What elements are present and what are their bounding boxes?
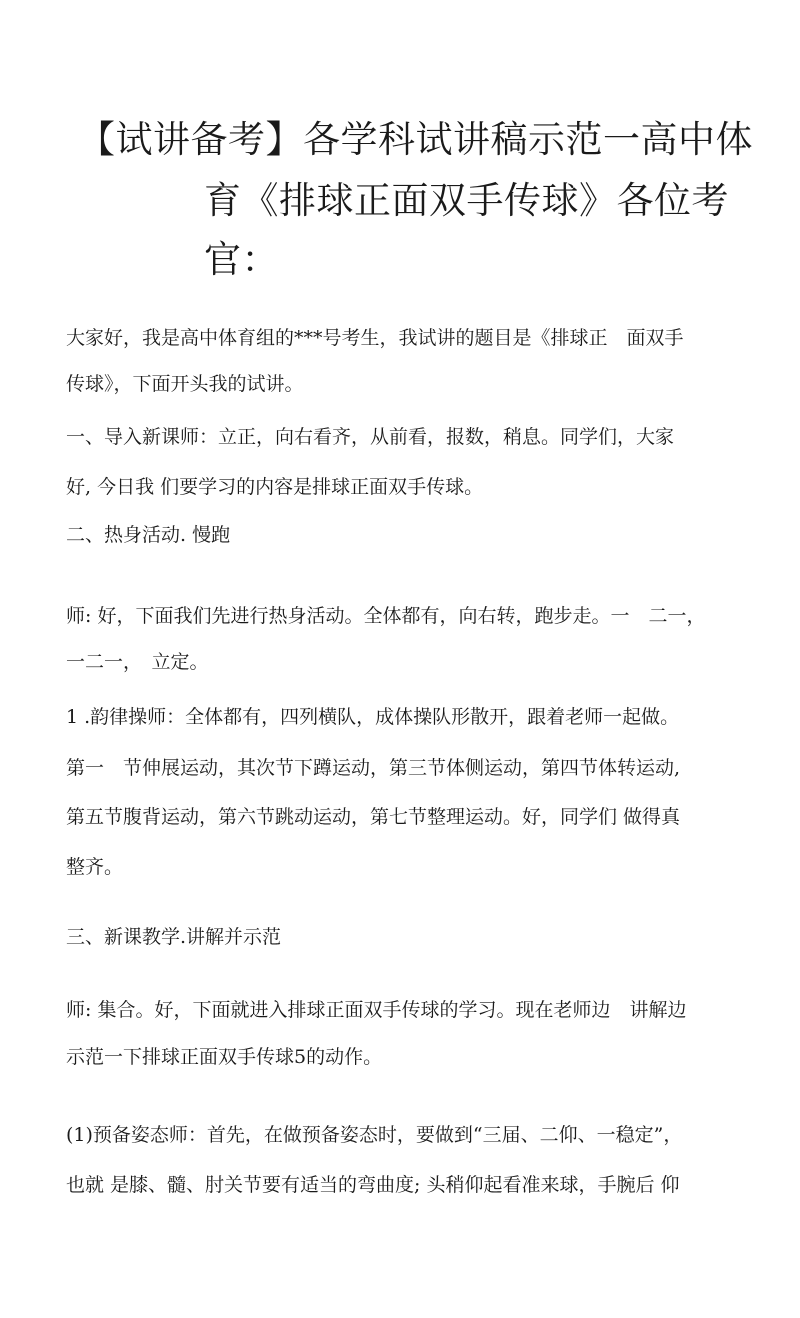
body-line-9: 第一 节伸展运动，其次节下蹲运动，第三节体侧运动，第四节体转运动, — [66, 757, 681, 779]
body-line-7: 一二一， 立定。 — [66, 651, 209, 673]
body-line-8: 1 .韵律操师：全体都有，四列横队，成体操队形散开，跟着老师一起做。 — [66, 706, 680, 728]
body-line-3: 一、导入新课师：立正，向右看齐，从前看，报数，稍息。同学们，大家 — [66, 426, 675, 448]
body-line-15: (1)预备姿态师：首先，在做预备姿态时，要做到“三届、二仰、一稳定”， — [66, 1124, 683, 1146]
section-heading-teaching: 三、新课教学.讲解并示范 — [66, 926, 282, 948]
section-heading-warmup: 二、热身活动. 慢跑 — [66, 524, 231, 546]
body-line-11: 整齐。 — [66, 856, 124, 878]
body-line-14: 示范一下排球正面双手传球5的动作。 — [66, 1046, 383, 1068]
body-line-4: 好, 今日我 们要学习的内容是排球正面双手传球。 — [66, 476, 484, 498]
title-line-3: 官： — [204, 238, 279, 281]
body-line-16: 也就 是膝、髓、肘关节要有适当的弯曲度; 头稍仰起看准来球，手腕后 仰 — [66, 1174, 680, 1196]
title-line-1: 【试讲备考】各学科试讲稿示范一高中体 — [78, 118, 753, 161]
title-line-2: 育《排球正面双手传球》各位考 — [204, 179, 729, 222]
body-line-10: 第五节腹背运动，第六节跳动运动，第七节整理运动。好，同学们 做得真 — [66, 806, 681, 828]
body-line-13: 师: 集合。好，下面就进入排球正面双手传球的学习。现在老师边 讲解边 — [66, 999, 687, 1021]
body-line-2: 传球》，下面开头我的试讲。 — [66, 373, 304, 395]
body-line-6: 师: 好，下面我们先进行热身活动。全体都有，向右转，跑步走。一 二一， — [66, 605, 706, 627]
body-line-1: 大家好，我是高中体育组的***号考生，我试讲的题目是《排球正 面双手 — [66, 327, 684, 349]
